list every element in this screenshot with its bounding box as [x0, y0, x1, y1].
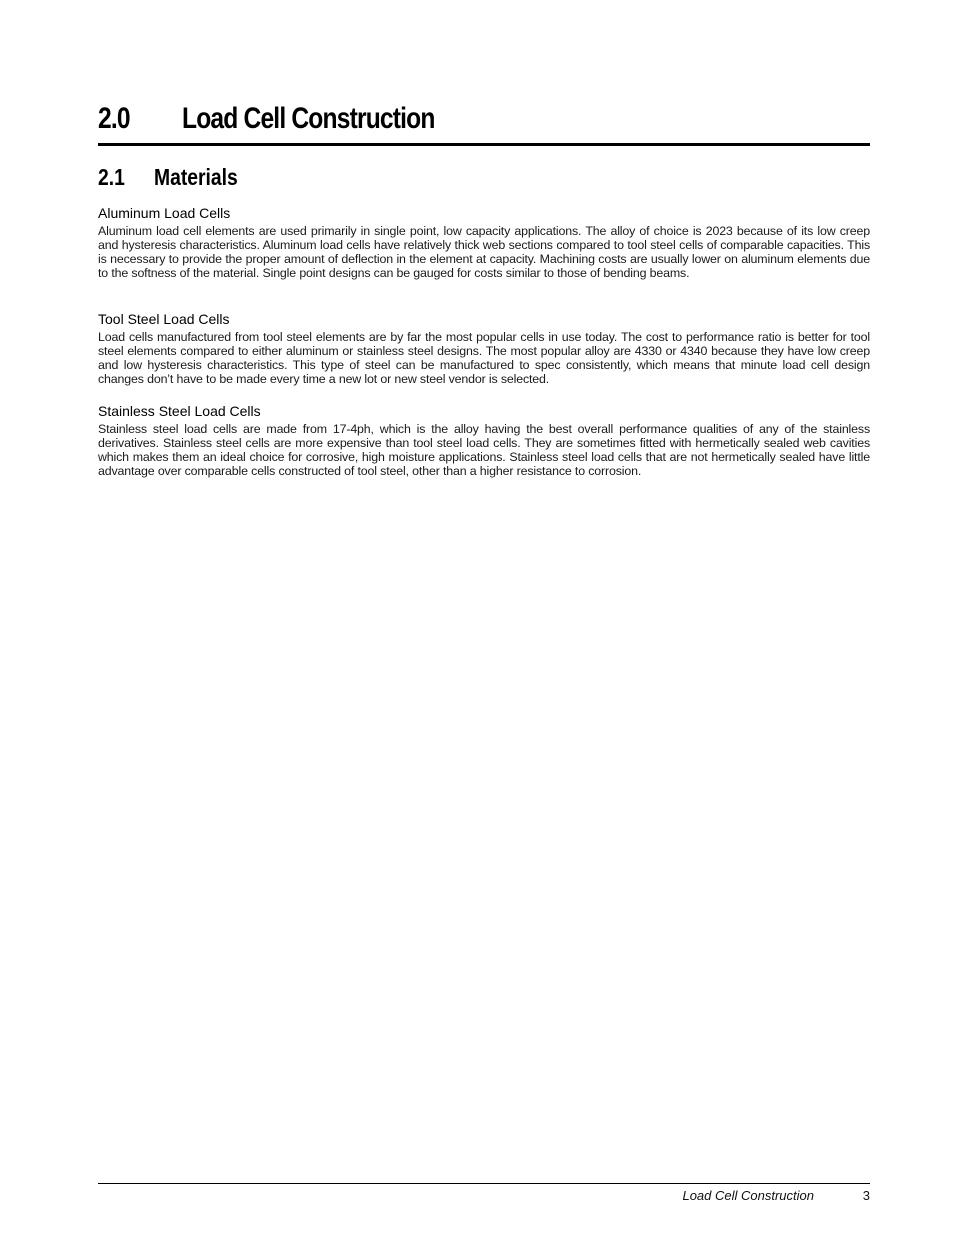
- section-number: 2.1: [98, 164, 125, 190]
- subsection-aluminum: [98, 204, 870, 280]
- chapter-heading: [98, 100, 870, 146]
- section-title: Materials: [154, 164, 238, 190]
- footer-page-number: 3: [862, 1188, 870, 1203]
- footer-running-title: Load Cell Construction: [682, 1188, 814, 1203]
- subsection-body: Stainless steel load cells are made from 17-4ph, which is the alloy having the best overall performance qualities of any of the stainless derivatives. Stainless steel cells are more expensive than tool steel load cells. They are sometimes fitted with hermetically sealed web cavities which makes them an ideal choice for corrosive, high moisture applications. Stainless steel load cells that are not hermetically sealed have little advantage over comparable cells constructed of tool steel, other than a higher resistance to corrosion.: [98, 422, 870, 478]
- chapter-title: Load Cell Construction: [182, 102, 435, 135]
- document-page: [98, 0, 870, 1235]
- subsection-tool-steel: [98, 310, 870, 386]
- subsection-heading: Tool Steel Load Cells: [98, 311, 230, 327]
- chapter-number: 2.0: [98, 102, 130, 135]
- subsection-heading: Aluminum Load Cells: [98, 205, 231, 221]
- subsection-stainless-steel: [98, 402, 870, 478]
- subsection-body: Load cells manufactured from tool steel elements are by far the most popular cells in use today. The cost to performance ratio is better for tool steel elements compared to either aluminum or stainless steel designs. The most popular alloy are 4330 or 4340 because they have low creep and low hysteresis characteristics. This type of steel can be manufactured to spec consistently, which means that minute load cell design changes don’t have to be made every time a new lot or new steel vendor is selected.: [98, 330, 870, 386]
- subsection-heading: Stainless Steel Load Cells: [98, 403, 261, 419]
- footer-divider: [98, 1183, 870, 1184]
- section-heading: [98, 162, 870, 192]
- subsection-body: Aluminum load cell elements are used primarily in single point, low capacity applications. The alloy of choice is 2023 because of its low creep and hysteresis characteristics. Aluminum load cells have relatively thick web sections compared to tool steel cells of comparable capacities. This is necessary to provide the proper amount of deflection in the element at capacity. Machining costs are usually lower on aluminum elements due to the softness of the material. Single point designs can be gauged for costs similar to those of bending beams.: [98, 224, 870, 280]
